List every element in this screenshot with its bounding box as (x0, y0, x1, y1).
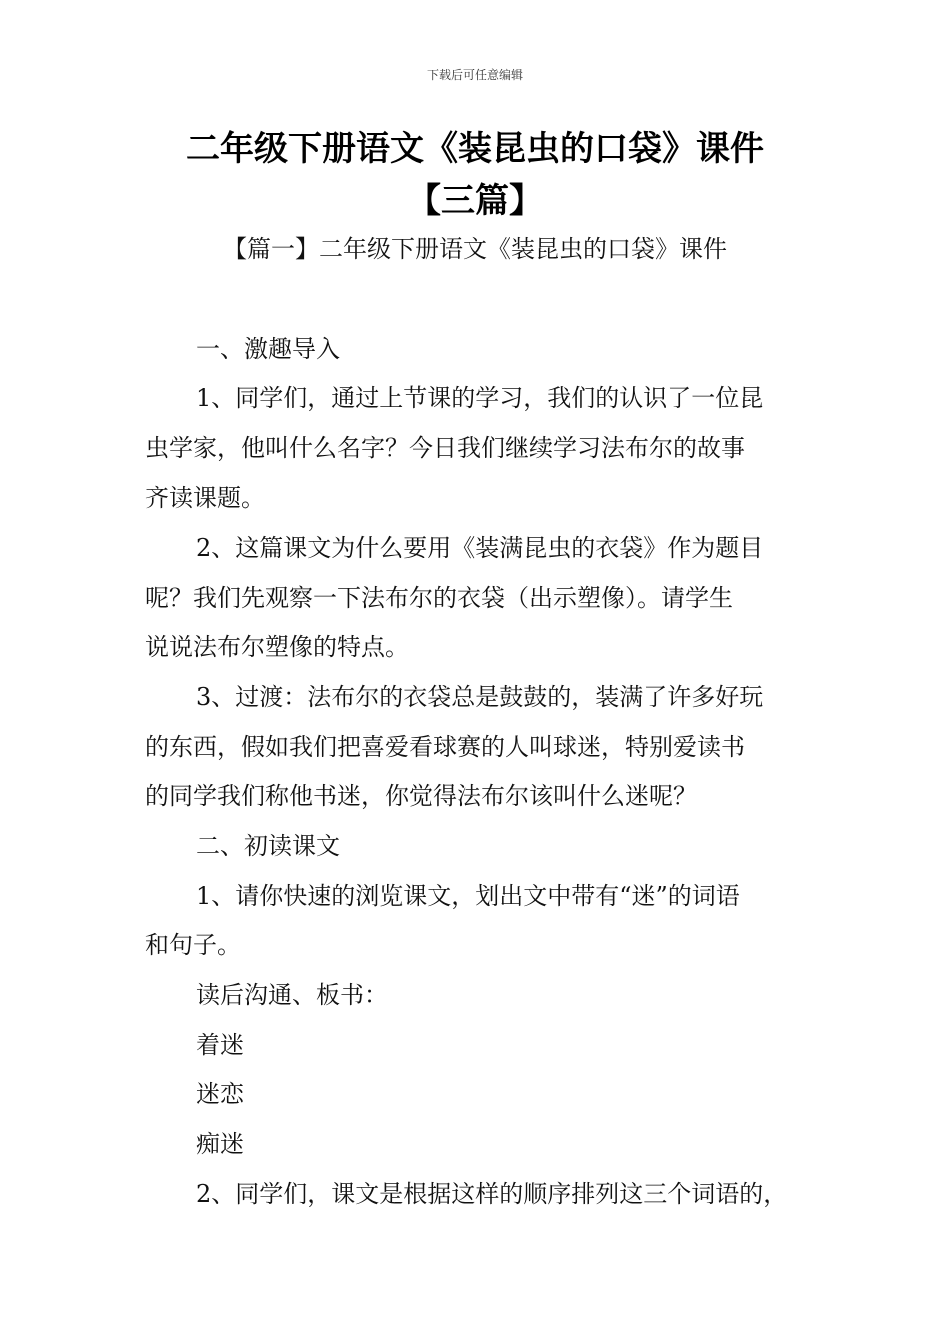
body-line: 着迷 (196, 1031, 244, 1059)
header-note: 下载后可任意编辑 (426, 68, 523, 82)
body-line: 痴迷 (196, 1130, 244, 1158)
body-line: 一、激趣导入 (196, 335, 340, 363)
body-line: 的同学我们称他书迷，你觉得法布尔该叫什么迷呢？ (145, 782, 697, 810)
body-line: 迷恋 (196, 1080, 244, 1108)
body-line: 读后沟通、板书： (196, 981, 388, 1009)
body-line: 和句子。 (145, 931, 241, 959)
body-line: 的东西，假如我们把喜爱看球赛的人叫球迷，特别爱读书 (145, 733, 745, 761)
body-line: 说说法布尔塑像的特点。 (145, 633, 409, 661)
body-line: 3、过渡：法布尔的衣袋总是鼓鼓的，装满了许多好玩 (196, 683, 764, 711)
body-line: 齐读课题。 (145, 484, 265, 512)
body-line: 2、这篇课文为什么要用《装满昆虫的衣袋》作为题目 (196, 534, 764, 562)
body-line: 呢？我们先观察一下法布尔的衣袋（出示塑像）。请学生 (145, 584, 733, 612)
body-line: 虫学家，他叫什么名字？今日我们继续学习法布尔的故事 (145, 434, 745, 462)
body-line: 二、初读课文 (196, 832, 340, 860)
body-line: 1、请你快速的浏览课文，划出文中带有“迷”的词语 (196, 882, 740, 910)
body-line: 1、同学们，通过上节课的学习，我们的认识了一位昆 (196, 384, 764, 412)
body-line: 2、同学们，课文是根据这样的顺序排列这三个词语的， (196, 1180, 788, 1208)
section-subtitle: 【篇一】二年级下册语文《装昆虫的口袋》课件 (223, 235, 727, 263)
document-title-line-1: 二年级下册语文《装昆虫的口袋》课件 (186, 129, 764, 169)
document-title-line-2: 【三篇】 (407, 181, 543, 221)
